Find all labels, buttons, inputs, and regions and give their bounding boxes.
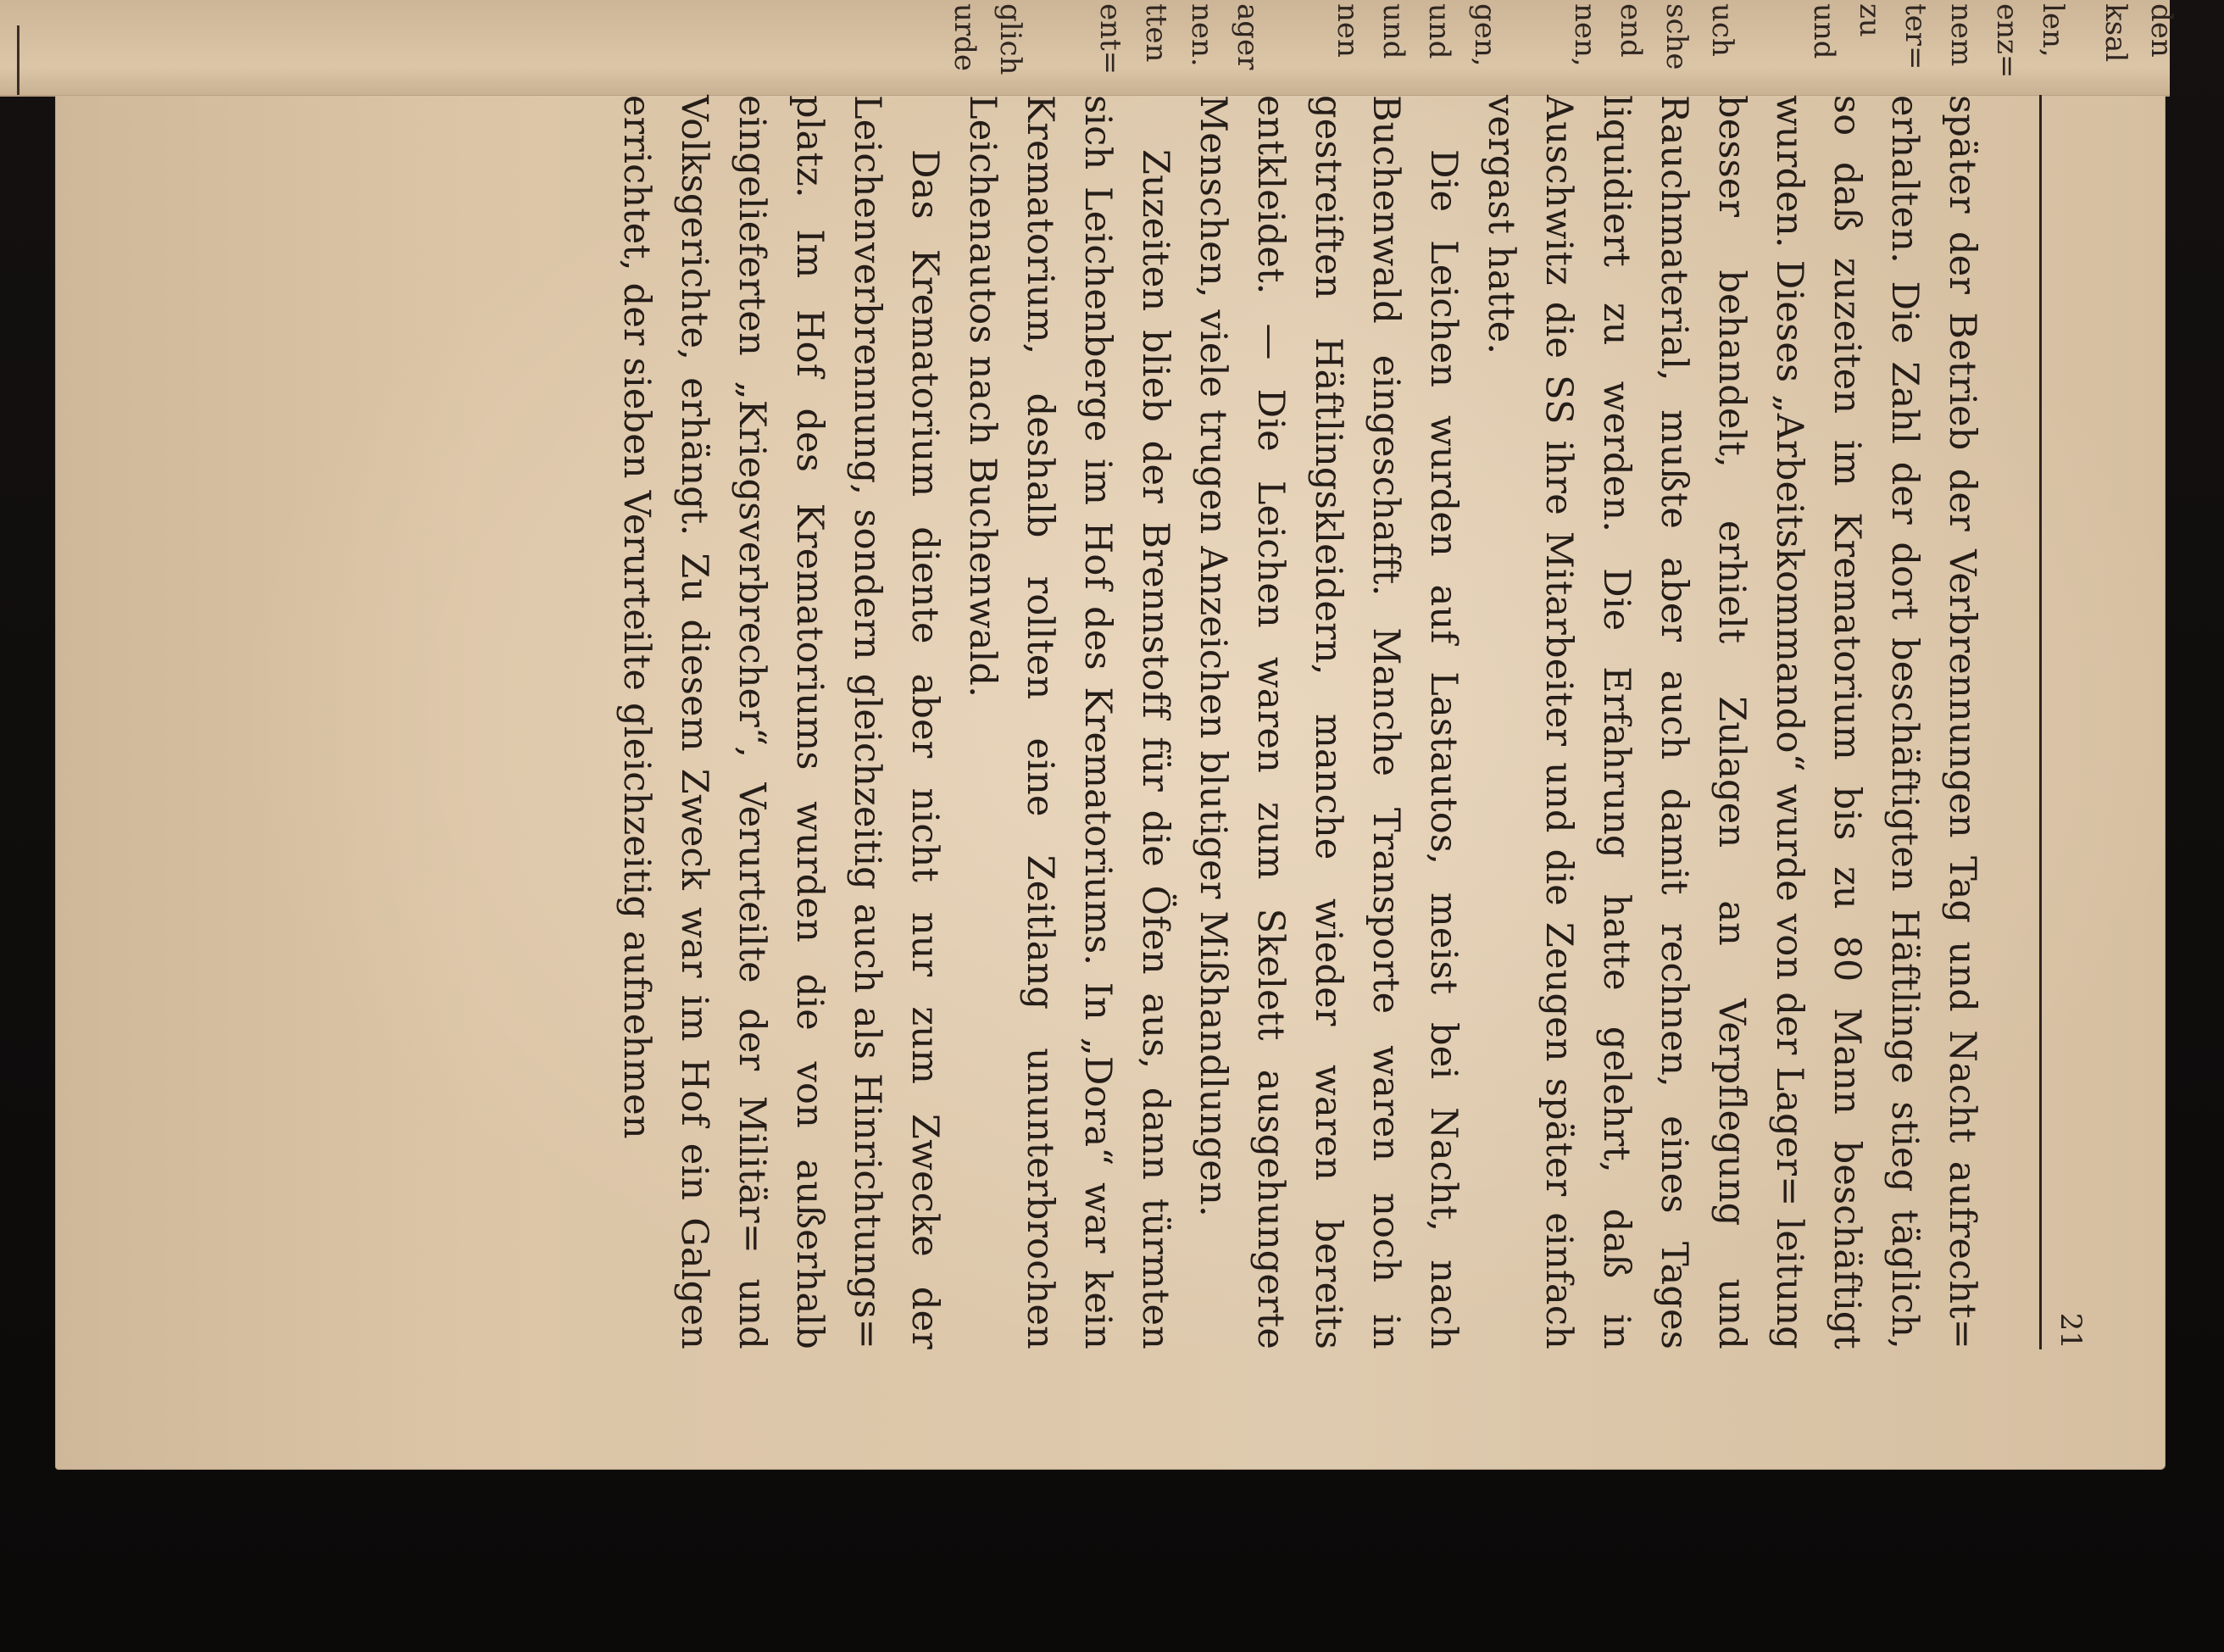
book-page [55,95,2166,1470]
prev-fragment-text: end [1614,3,1648,58]
prev-fragment [992,0,1042,95]
prev-fragment-text: nen [1331,3,1365,58]
prev-fragment [1329,0,1380,95]
header-rule [2039,95,2042,1349]
prev-fragment [2097,0,2148,95]
prev-fragment-text: ent= [1093,3,1127,75]
prev-fragment [1704,0,1754,95]
prev-fragment-text: nen, [1568,3,1602,67]
page-content [403,95,2088,1349]
prev-fragment [2143,0,2193,95]
prev-fragment [1988,0,2039,95]
prev-fragment-text: glich [993,3,1027,75]
prev-fragment-text: und [1807,3,1841,59]
prev-fragment-text: gen, [1468,3,1502,67]
prev-fragment-text: ager [1231,3,1265,70]
paragraph: Zuzeiten blieb der Brennstoff für die Öfen aus, dann türmten sich Leichenberge im Hof des Krematoriums. In „Dora“ war kein Krematorium, deshalb rollten eine Zeitlang ununterbrochen Leichenautos nach Buchenwald. [961,95,1176,1349]
prev-fragment [1229,0,1280,95]
prev-fragment-text: tten [1139,3,1173,63]
prev-fragment [946,0,997,95]
prev-fragment [1183,0,1234,95]
prev-fragment [1943,0,1993,95]
prev-fragment-text: nen. [1185,3,1219,67]
prev-fragment-text: enz= [1990,3,2024,79]
prev-fragment-text: und [1422,3,1456,59]
prev-fragment-text: urde [948,3,981,72]
prev-fragment-text: len, [2036,3,2070,58]
prev-fragment [1137,0,1188,95]
paragraph: Die Leichen wurden auf Lastautos, meist bei Nacht, nach Buchenwald eingeschafft. Manche Transporte waren noch in gestreiften Häftlingskleidern, manche wieder waren bereits entkleidet. — Die Leichen waren zum Skelett ausgehungerte Menschen, viele trugen Anzeichen blutiger Mißhandlungen. [1192,95,1465,1349]
prev-fragment [1658,0,1709,95]
body-text [608,95,1991,1349]
prev-fragment-text: ter= [1899,3,1932,70]
prev-fragment-text: ksal [2099,3,2132,63]
page-number: 21 [2054,1312,2088,1349]
prev-fragment-text: sche [1660,3,1693,70]
prev-fragment-text: nem [1944,3,1978,67]
previous-page-rule [17,25,19,95]
prev-fragment [1421,0,1471,95]
prev-fragment-text: und [1376,3,1410,59]
prev-fragment [1566,0,1617,95]
prev-fragment-text: uch [1705,3,1739,57]
running-head [2025,95,2088,1349]
prev-fragment [2034,0,2085,95]
prev-fragment [1851,0,1902,95]
prev-fragment-text: den [2144,3,2178,58]
prev-fragment [1092,0,1143,95]
paragraph: Das Krematorium diente aber nicht nur zum Zwecke der Leichenverbrennung, sondern gleichzeitig auch als Hinrichtungs= platz. Im Hof des Krematoriums wurden die von außerhalb eingelieferten „Kriegsverbrecher“, Verurteilte der Militär= und Volksgerichte, erhängt. Zu diesem Zweck war im Hof ein Galgen errichtet, der sieben Verurteilte gleichzeitig aufnehmen [615,95,946,1349]
prev-fragment [1897,0,1948,95]
prev-fragment [1805,0,1856,95]
previous-page-edge [0,0,2178,97]
prev-fragment [1612,0,1663,95]
prev-fragment [1375,0,1426,95]
prev-fragment-text: zu [1853,3,1887,37]
prev-fragment [1466,0,1517,95]
paragraph: später der Betrieb der Verbrennungen Tag und Nacht aufrecht= erhalten. Die Zahl der dort beschäftigten Häftlinge stieg täglich, so daß zuzeiten im Krematorium bis zu 80 Mann beschäftigt wurden. Dieses „Arbeitskommando“ wurde von der Lager= leitung besser behandelt, erhielt Zulagen an Verpflegung und Rauchmaterial, mußte aber auch damit rechnen, eines Tages liquidiert zu werden. Die Erfahrung hatte gelehrt, daß in Auschwitz die SS ihre Mitarbeiter und die Zeugen später einfach vergast hatte. [1480,95,1983,1349]
